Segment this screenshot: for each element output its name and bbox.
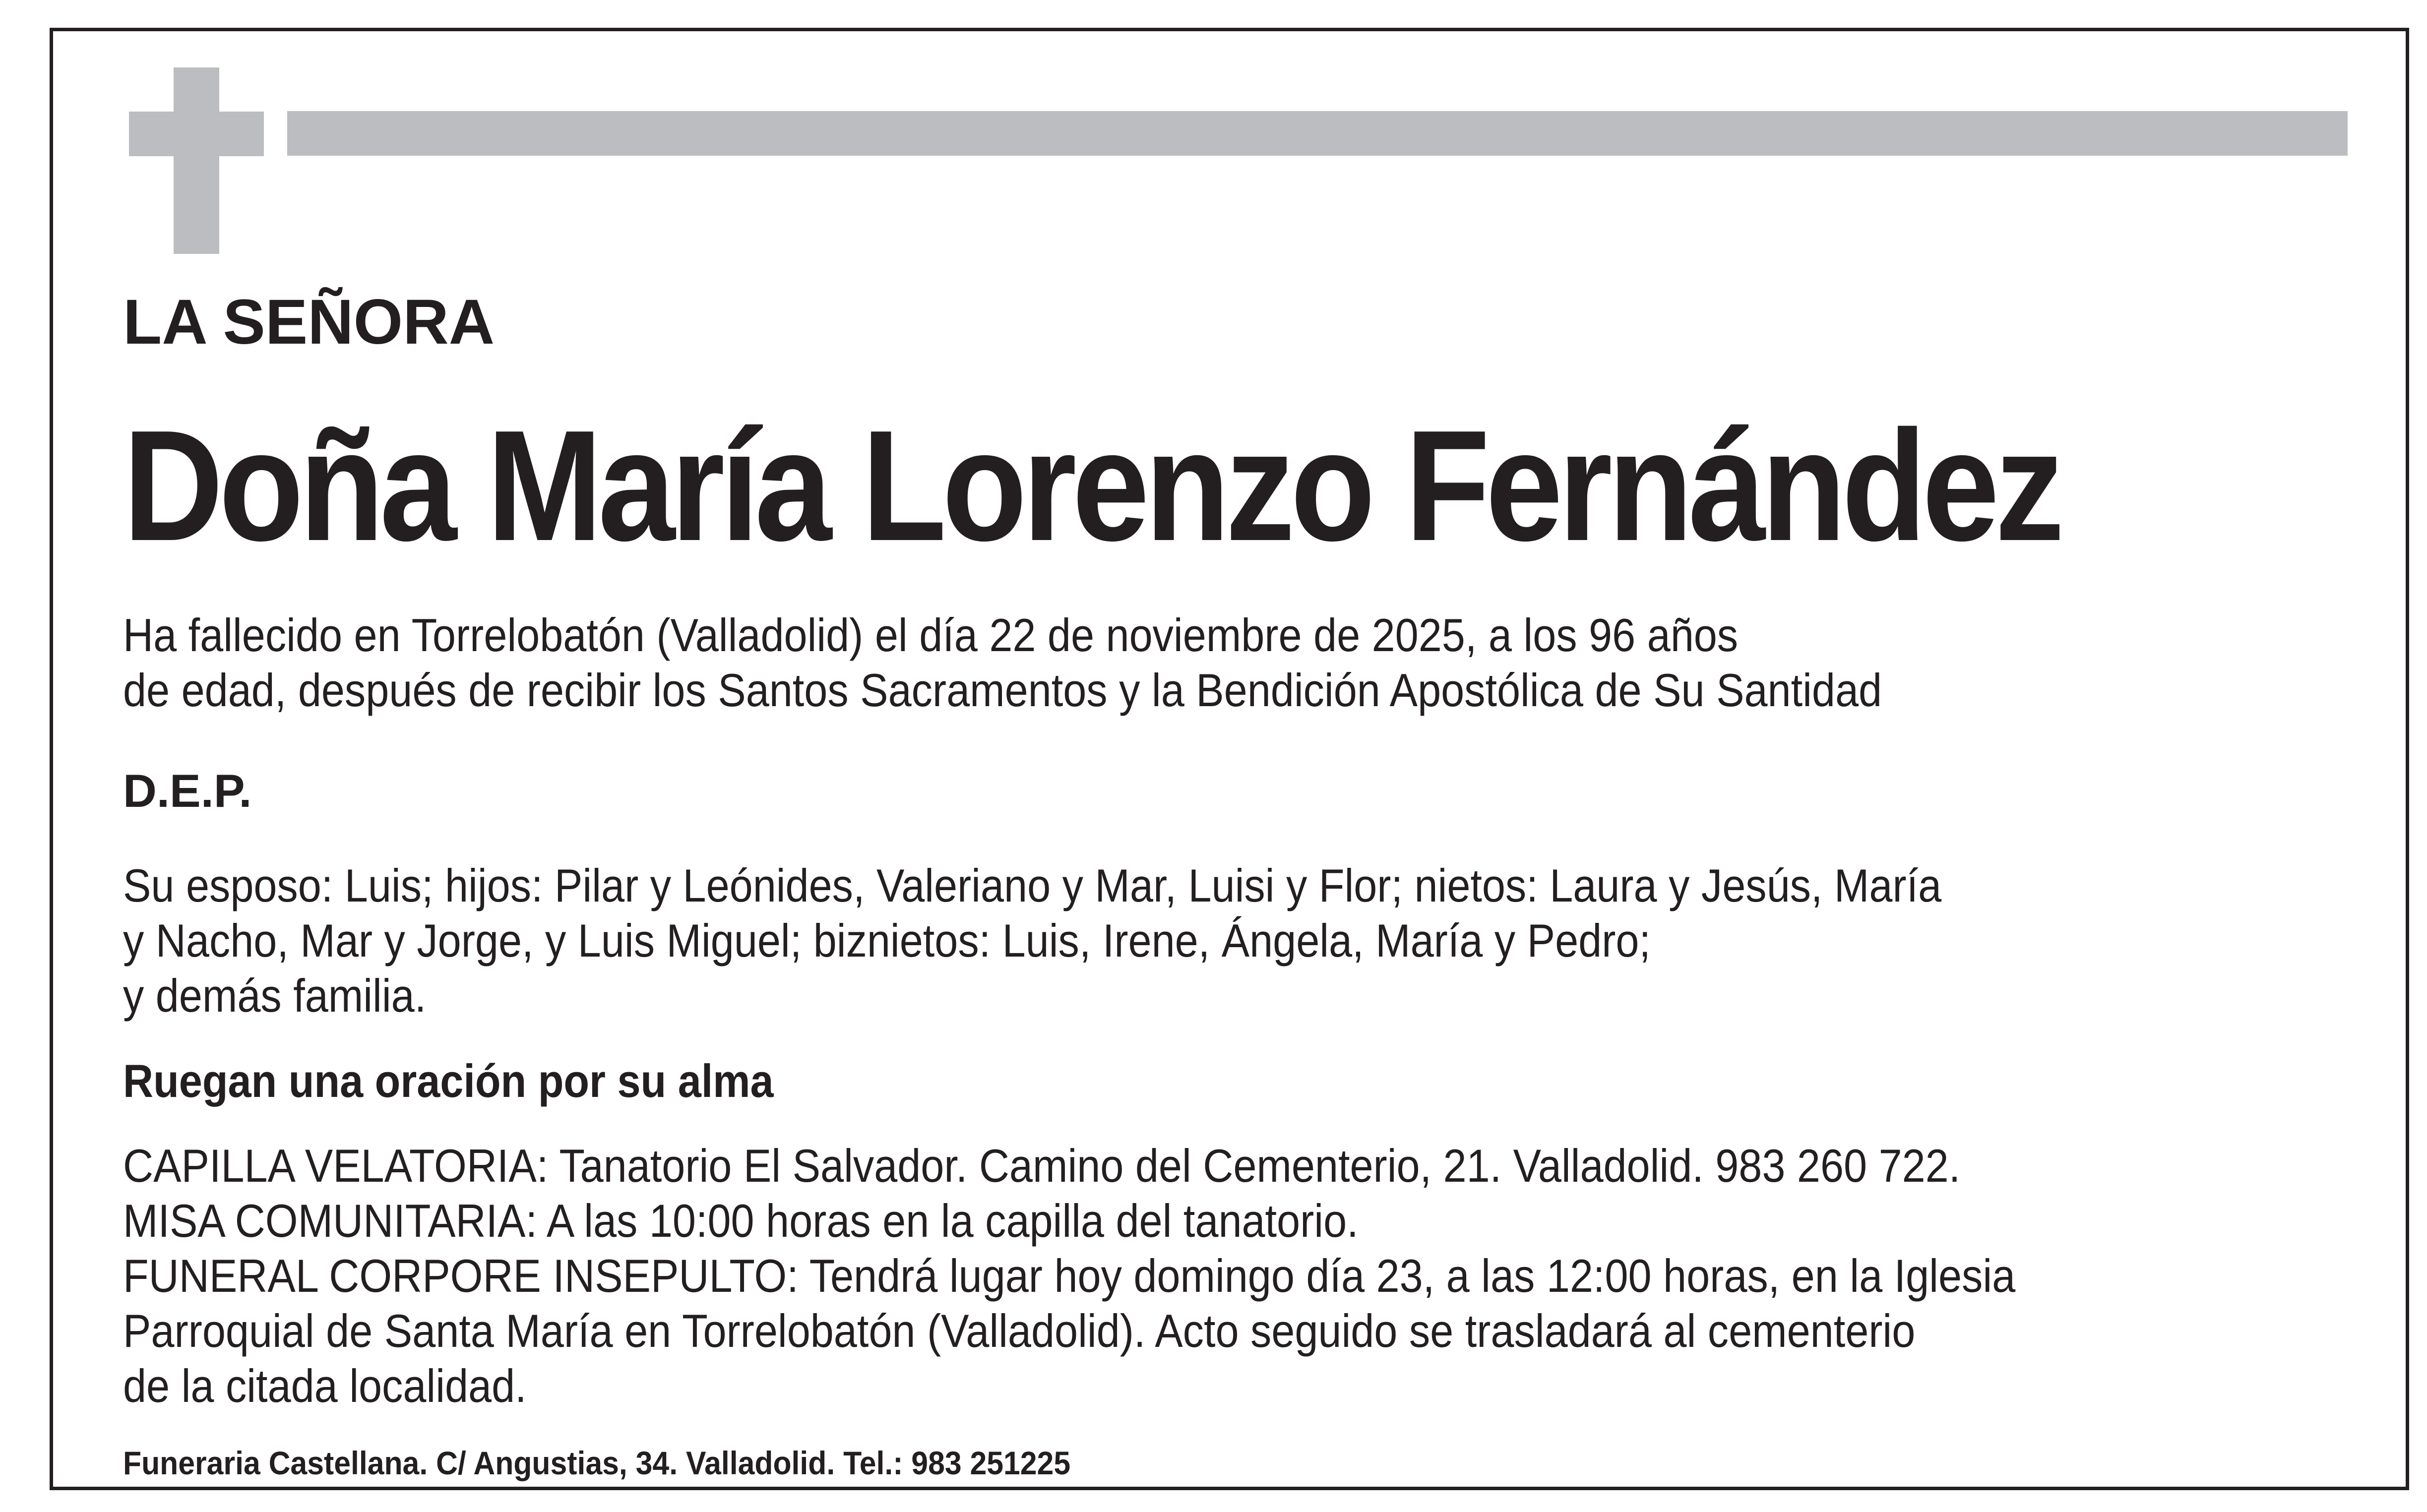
rip-abbreviation: D.E.P. <box>123 765 252 817</box>
family-line: y Nacho, Mar y Jorge, y Luis Miguel; biznietos: Luis, Irene, Ángela, María y Pedro; <box>123 914 1651 967</box>
cross-icon <box>174 67 219 254</box>
family-list <box>123 858 2132 1023</box>
death-notice <box>123 607 2132 718</box>
service-line: de la citada localidad. <box>123 1360 527 1412</box>
salutation: LA SEÑORA <box>123 287 495 358</box>
family-line: y demás familia. <box>123 969 427 1022</box>
service-line: FUNERAL CORPORE INSEPULTO: Tendrá lugar hoy domingo día 23, a las 12:00 horas, en la Iglesia <box>123 1250 2016 1302</box>
service-line: CAPILLA VELATORIA: Tanatorio El Salvador. Camino del Cementerio, 21. Valladolid. 983 260 722. <box>123 1140 1961 1192</box>
service-details <box>123 1138 2132 1413</box>
prayer-request: Ruegan una oración por su alma <box>123 1055 774 1107</box>
cross-icon-crossbar <box>129 112 264 156</box>
family-line: Su esposo: Luis; hijos: Pilar y Leónides, Valeriano y Mar, Luisi y Flor; nietos: Laura y Jesús, María <box>123 859 1942 911</box>
service-line: Parroquial de Santa María en Torrelobatón (Valladolid). Acto seguido se trasladará al cementerio <box>123 1305 1916 1357</box>
deceased-name: Doña María Lorenzo Fernández <box>123 398 2060 574</box>
funeral-home-footer: Funeraria Castellana. C/ Angustias, 34. Valladolid. Tel.: 983 251225 <box>123 1445 1071 1481</box>
header-divider-bar <box>287 111 2348 156</box>
death-notice-line: de edad, después de recibir los Santos Sacramentos y la Bendición Apostólica de Su Santidad <box>123 664 1882 716</box>
service-line: MISA COMUNITARIA: A las 10:00 horas en la capilla del tanatorio. <box>123 1195 1359 1247</box>
death-notice-line: Ha fallecido en Torrelobatón (Valladolid) el día 22 de noviembre de 2025, a los 96 años <box>123 609 1739 661</box>
